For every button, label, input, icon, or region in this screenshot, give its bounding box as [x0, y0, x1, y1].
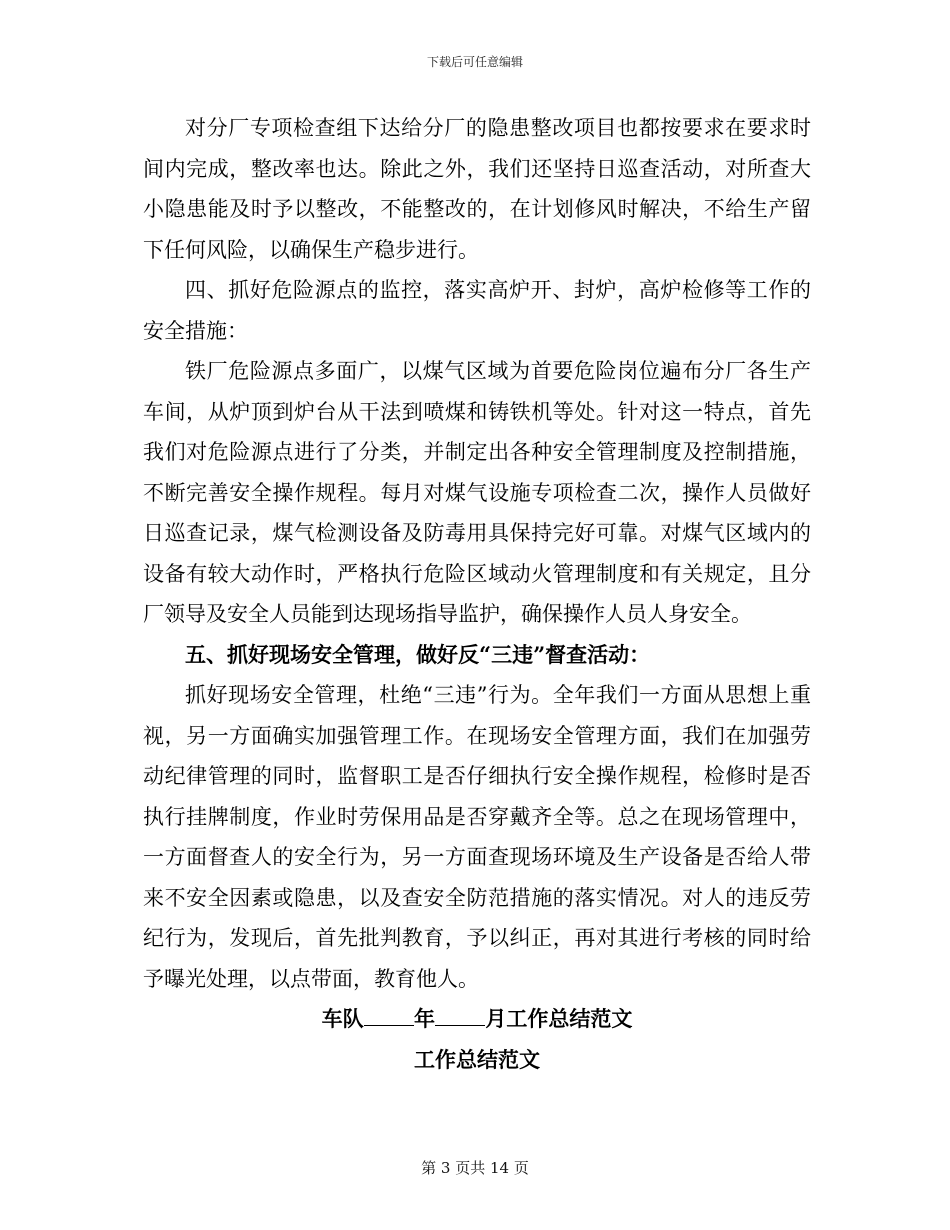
- year-blank: [364, 1005, 414, 1026]
- page-header: 下载后可任意编辑: [426, 55, 523, 69]
- document-title: [143, 999, 811, 1040]
- page-footer: 第 3 页共 14 页: [421, 1159, 529, 1177]
- document-body: [143, 108, 811, 1080]
- title-part-fleet: 车队: [321, 1006, 364, 1031]
- heading-section-five: 五、抓好现场安全管理，做好反“三违”督查活动：: [185, 641, 651, 667]
- month-blank: [435, 1005, 485, 1026]
- title-part-year: 年: [414, 1006, 435, 1031]
- paragraph-hazard-rectification: 对分厂专项检查组下达给分厂的隐患整改项目也都按要求在要求时间内完成，整改率也达。除此之外，我们还坚持日巡查活动，对所查大小隐患能及时予以整改，不能整改的，在计划修风时解决，不给生产留下任何风险，以确保生产稳步进行。: [143, 116, 811, 262]
- paragraph-hazard-sources: 铁厂危险源点多面广，以煤气区域为首要危险岗位遍布分厂各生产车间，从炉顶到炉台从干法到喷煤和铸铁机等处。针对这一特点，首先我们对危险源点进行了分类，并制定出各种安全管理制度及控制措施，不断完善安全操作规程。每月对煤气设施专项检查二次，操作人员做好日巡查记录，煤气检测设备及防毒用具保持完好可靠。对煤气区域内的设备有较大动作时，严格执行危险区域动火管理制度和有关规定，且分厂领导及安全人员能到达现场指导监护，确保操作人员人身安全。: [143, 359, 811, 626]
- paragraph-site-management: 抓好现场安全管理，杜绝“三违”行为。全年我们一方面从思想上重视，另一方面确实加强管理工作。在现场安全管理方面，我们在加强劳动纪律管理的同时，监督职工是否仔细执行安全操作规程，检修时是否执行挂牌制度，作业时劳保用品是否穿戴齐全等。总之在现场管理中，一方面督查人的安全行为，另一方面查现场环境及生产设备是否给人带来不安全因素或隐患，以及查安全防范措施的落实情况。对人的违反劳纪行为，发现后，首先批判教育，予以纠正，再对其进行考核的同时给予曝光处理，以点带面，教育他人。: [143, 683, 811, 991]
- document-subtitle: 工作总结范文: [414, 1046, 540, 1072]
- title-part-month: 月工作总结范文: [485, 1006, 633, 1031]
- heading-section-four: 四、抓好危险源点的监控，落实高炉开、封炉，高炉检修等工作的安全措施：: [143, 278, 811, 343]
